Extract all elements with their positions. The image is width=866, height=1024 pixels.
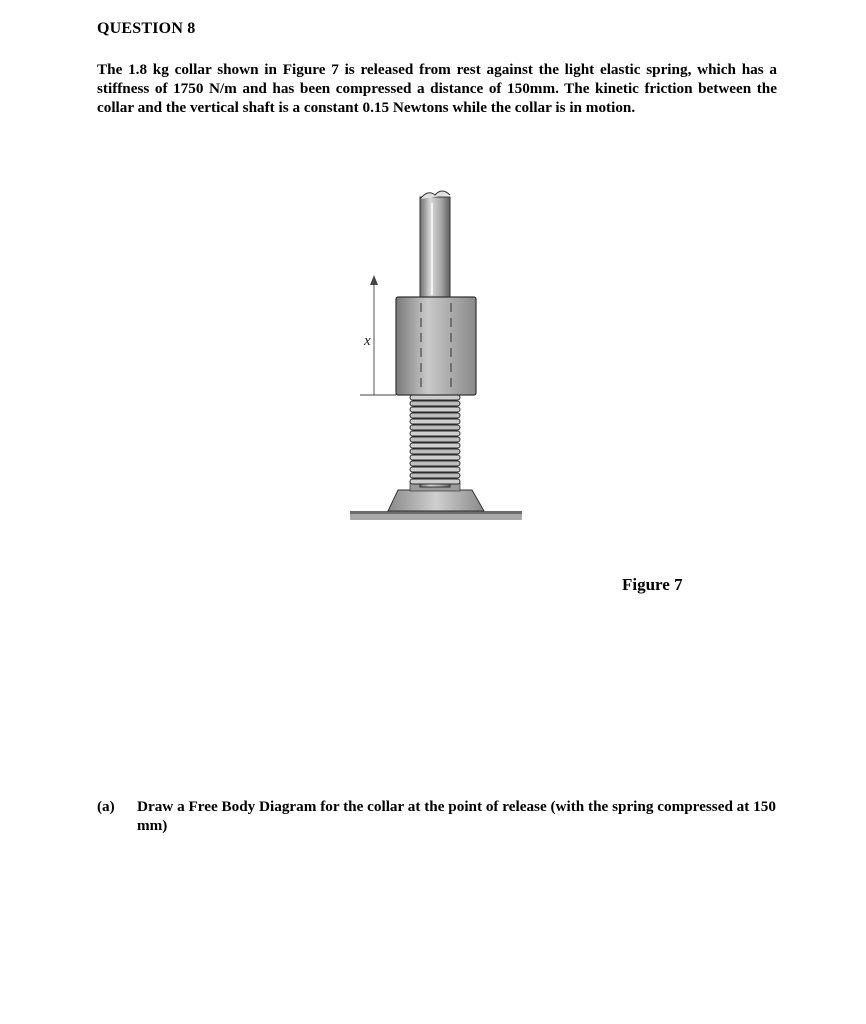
part-a-text: Draw a Free Body Diagram for the collar at the point of release (with the spring compressed at 150 mm) — [137, 798, 776, 834]
question-heading: QUESTION 8 — [97, 20, 196, 37]
part-a-label: (a) — [97, 798, 115, 815]
figure-caption: Figure 7 — [622, 575, 683, 594]
variable-x-label: x — [364, 333, 371, 349]
figure-7-diagram — [340, 185, 530, 530]
elastic-spring — [410, 395, 460, 484]
question-text: The 1.8 kg collar shown in Figure 7 is released from rest against the light elastic spring, which has a stiffness of 1750 N/m and has been compressed a distance of 150mm. The kinetic friction between the collar and the vertical shaft is a constant 0.15 Newtons while the collar is in motion. — [97, 61, 777, 116]
ground-surface — [350, 511, 522, 520]
collar — [396, 297, 476, 395]
